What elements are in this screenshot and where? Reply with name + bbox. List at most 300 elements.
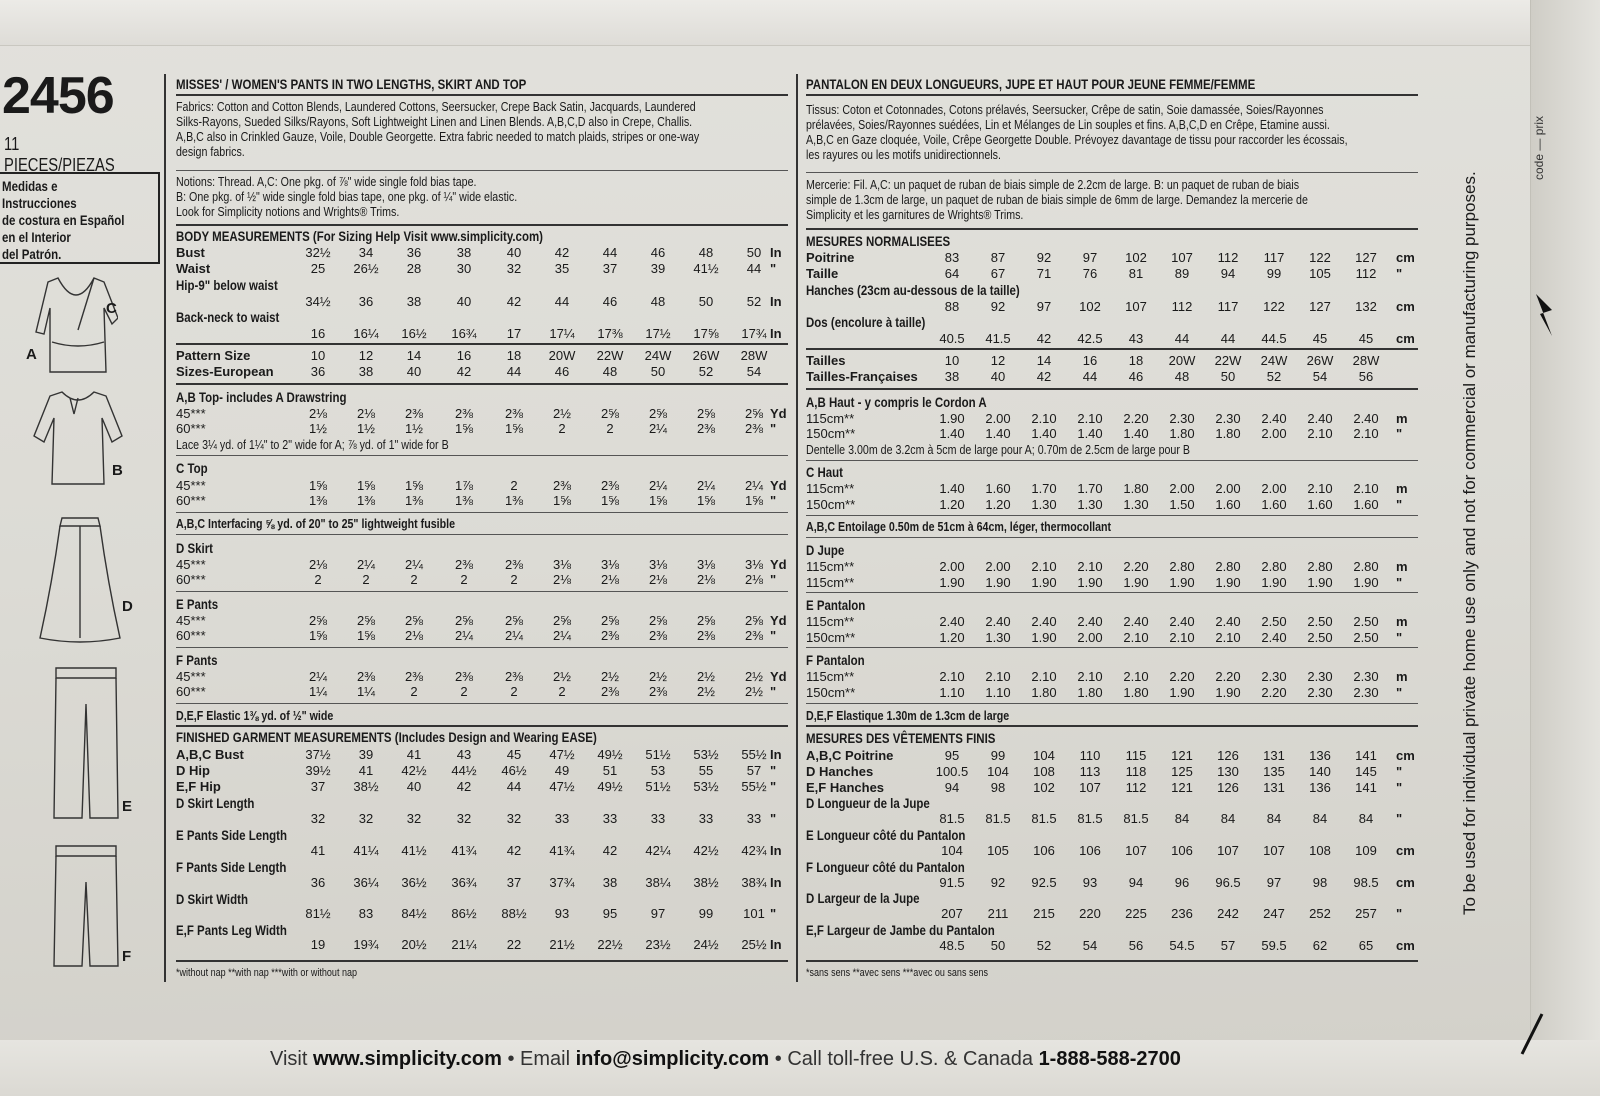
size-value: 2⅜	[744, 421, 764, 436]
unit-label: In	[770, 875, 782, 890]
footer-call-label: • Call toll-free U.S. & Canada	[769, 1048, 1039, 1070]
size-value: 2.30	[1307, 685, 1333, 700]
size-value: 2.20	[1169, 669, 1195, 684]
view-label-a: A	[26, 346, 37, 363]
size-value: 2⅝	[404, 613, 424, 628]
size-value: 34	[358, 245, 374, 260]
size-value: 3⅛	[744, 557, 764, 572]
section-rule	[176, 383, 788, 385]
size-value: 2.10	[1031, 411, 1057, 426]
section-rule	[806, 515, 1418, 516]
fr-f-cote-label-text: F Longueur côté du Pantalon	[806, 859, 965, 875]
section-rule	[806, 228, 1418, 230]
section-rule	[176, 224, 788, 226]
size-value: 2.00	[1215, 481, 1241, 496]
size-value: 37	[310, 779, 326, 794]
size-value: 1.80	[1123, 685, 1149, 700]
size-value: 44	[554, 294, 570, 309]
size-value: 104	[1033, 748, 1055, 763]
unit-label: cm	[1396, 938, 1415, 953]
size-value: 40	[456, 294, 472, 309]
size-value: 2.00	[1261, 426, 1287, 441]
row-label: 45***	[176, 557, 206, 572]
sketch-pants-e	[50, 664, 122, 824]
size-value: 1.90	[1031, 575, 1057, 590]
footer-website-link[interactable]: www.simplicity.com	[312, 1048, 502, 1070]
unit-label: "	[1396, 906, 1403, 921]
measure-row	[176, 406, 800, 422]
size-value: 2½	[696, 669, 716, 684]
size-value: 141	[1355, 748, 1377, 763]
en-title-text: MISSES' / WOMEN'S PANTS IN TWO LENGTHS, SKIRT AND TOP	[176, 76, 527, 92]
size-value: 1.10	[939, 685, 965, 700]
size-value: 1¼	[308, 684, 328, 699]
price-code-note: code — prix	[1532, 115, 1546, 180]
size-value: 108	[1033, 764, 1055, 779]
size-value: 42¾	[741, 843, 767, 858]
size-value: 130	[1217, 764, 1239, 779]
size-value: 40	[406, 779, 422, 794]
unit-label: Yd	[770, 557, 787, 572]
section-rule	[806, 960, 1418, 962]
size-value: 53½	[693, 779, 719, 794]
size-value: 2.40	[1261, 411, 1287, 426]
size-value: 122	[1309, 250, 1331, 265]
size-value: 1.40	[939, 426, 965, 441]
fr-tissus-line-text: prélavées, Soies/Rayonnes suédées, Lin et Mélanges de Lin souples et fins. A,B,C,D en Crêpe, Etamine aussi.	[806, 117, 1330, 132]
size-value: 41½	[401, 843, 427, 858]
size-value: 2⅜	[600, 684, 620, 699]
size-value: 24W	[644, 348, 672, 363]
section-rule	[176, 725, 788, 727]
size-value: 2.10	[1353, 481, 1379, 496]
size-value: 1⅝	[356, 478, 376, 493]
size-value: 54	[1312, 369, 1328, 384]
size-value: 2½	[744, 684, 764, 699]
row-label: 150cm**	[806, 426, 856, 441]
size-value: 41	[358, 763, 374, 778]
row-label: Tailles-Françaises	[806, 369, 918, 384]
size-value: 2¼	[648, 478, 668, 493]
fr-tissus-line	[806, 147, 1044, 162]
size-value: 2.10	[1353, 426, 1379, 441]
spanish-line: de costura en Español	[2, 212, 125, 228]
size-value: 109	[1355, 843, 1377, 858]
size-value: 140	[1309, 764, 1331, 779]
section-rule	[176, 455, 788, 456]
size-value: 84	[1358, 811, 1374, 826]
size-value: 64	[944, 266, 960, 281]
size-value: 42.5	[1077, 331, 1103, 346]
size-value: 40.5	[939, 331, 965, 346]
size-value: 1.90	[1261, 575, 1287, 590]
size-value: 81	[1128, 266, 1144, 281]
size-value: 2.00	[939, 559, 965, 574]
en-fabrics-line	[176, 144, 260, 159]
size-value: 22W	[596, 348, 624, 363]
size-value: 96	[1174, 875, 1190, 890]
size-value: 38	[602, 875, 618, 890]
size-value: 2¼	[744, 478, 764, 493]
size-value: 2⅜	[696, 421, 716, 436]
size-value: 26½	[353, 261, 379, 276]
size-value: 32	[358, 811, 374, 826]
size-value: 145	[1355, 764, 1377, 779]
size-value: 32	[310, 811, 326, 826]
unit-label: "	[770, 684, 777, 699]
size-value: 2	[558, 421, 566, 436]
size-value: 83	[944, 250, 960, 265]
size-value: 112	[1217, 250, 1239, 265]
section-rule	[806, 348, 1418, 350]
size-value: 1.80	[1123, 481, 1149, 496]
footer-phone: 1-888-588-2700	[1038, 1048, 1181, 1070]
size-value: 54	[1082, 938, 1098, 953]
size-value: 50	[1220, 369, 1236, 384]
view-label-e: E	[122, 798, 133, 815]
size-value: 44	[1082, 369, 1098, 384]
size-value: 38	[406, 294, 422, 309]
size-value: 52	[698, 364, 714, 379]
measure-row	[176, 669, 800, 685]
size-value: 33	[698, 811, 714, 826]
size-value: 34½	[305, 294, 331, 309]
envelope-top-fold	[0, 0, 1560, 46]
en-ab-top-text: A,B Top- includes A Drawstring	[176, 389, 347, 405]
fr-dos-label	[806, 314, 951, 330]
row-label: 150cm**	[806, 630, 856, 645]
size-value: 1⅜	[404, 493, 424, 508]
row-label: 45***	[176, 613, 206, 628]
fr-f-pantalon-text: F Pantalon	[806, 652, 865, 668]
size-value: 220	[1079, 906, 1101, 921]
size-value: 36	[406, 245, 422, 260]
size-value: 2¼	[504, 628, 524, 643]
size-value: 106	[1033, 843, 1055, 858]
size-value: 12	[358, 348, 374, 363]
size-value: 59.5	[1261, 938, 1287, 953]
size-value: 38½	[353, 779, 379, 794]
size-value: 54	[746, 364, 762, 379]
size-value: 2	[510, 478, 518, 493]
size-value: 37	[602, 261, 618, 276]
size-value: 131	[1263, 780, 1285, 795]
size-value: 12	[990, 353, 1006, 368]
size-value: 43	[456, 747, 472, 762]
en-c-top-text: C Top	[176, 460, 208, 476]
fr-tissus-line	[806, 117, 1445, 132]
size-value: 39½	[305, 763, 331, 778]
size-value: 39	[650, 261, 666, 276]
fr-title-text: PANTALON EN DEUX LONGUEURS, JUPE ET HAUT POUR JEUNE FEMME/FEMME	[806, 76, 1256, 92]
size-value: 76	[1082, 266, 1098, 281]
measure-row	[806, 353, 1426, 369]
view-label-d: D	[122, 598, 133, 615]
size-value: 2⅜	[404, 406, 424, 421]
size-value: 2⅛	[744, 572, 764, 587]
size-value: 84½	[401, 906, 427, 921]
size-value: 51½	[645, 747, 671, 762]
size-value: 81.5	[1077, 811, 1103, 826]
size-value: 125	[1171, 764, 1193, 779]
size-value: 2	[510, 684, 518, 699]
size-value: 1.90	[1077, 575, 1103, 590]
row-label: 115cm**	[806, 575, 855, 590]
size-value: 57	[746, 763, 762, 778]
size-value: 1.30	[1077, 497, 1103, 512]
fr-jupe-length-label-text: D Longueur de la Jupe	[806, 795, 930, 811]
measure-row	[806, 299, 1426, 315]
fr-d-jupe-text: D Jupe	[806, 542, 845, 558]
size-value: 2¼	[308, 669, 328, 684]
size-value: 84	[1312, 811, 1328, 826]
size-value: 132	[1355, 299, 1377, 314]
row-label: Taille	[806, 266, 839, 281]
size-value: 2.20	[1261, 685, 1287, 700]
size-value: 104	[941, 843, 963, 858]
view-label-f: F	[122, 948, 132, 965]
size-value: 42	[1036, 369, 1052, 384]
fr-ab-haut-text: A,B Haut - y compris le Cordon A	[806, 394, 987, 410]
size-value: 2.40	[1353, 411, 1379, 426]
en-f-side-label-text: F Pants Side Length	[176, 859, 287, 875]
size-value: 39	[358, 747, 374, 762]
measure-row	[176, 875, 800, 891]
size-value: 1.90	[1169, 685, 1195, 700]
center-divider	[796, 74, 798, 982]
row-label: 150cm**	[806, 685, 856, 700]
fr-f-pantalon	[806, 652, 878, 668]
fr-jambe-label-text: E,F Largeur de Jambe du Pantalon	[806, 922, 995, 938]
size-value: 2⅝	[454, 613, 474, 628]
size-value: 2	[606, 421, 614, 436]
row-label: Tailles	[806, 353, 846, 368]
size-value: 52	[1036, 938, 1052, 953]
footer-email-link[interactable]: info@simplicity.com	[575, 1048, 770, 1070]
size-value: 2⅝	[744, 613, 764, 628]
size-value: 89	[1174, 266, 1190, 281]
size-value: 2.50	[1353, 630, 1379, 645]
size-value: 1⅝	[648, 493, 668, 508]
fr-mercerie-line	[806, 192, 1418, 207]
en-f-pants-text: F Pants	[176, 652, 218, 668]
unit-label: Yd	[770, 613, 787, 628]
size-value: 2	[410, 684, 418, 699]
size-value: 98.5	[1353, 875, 1379, 890]
size-value: 86½	[451, 906, 477, 921]
size-value: 41.5	[985, 331, 1011, 346]
size-value: 88½	[501, 906, 527, 921]
size-value: 1⅜	[308, 493, 328, 508]
measure-row	[176, 628, 800, 644]
measure-row	[176, 906, 800, 922]
row-label: 45***	[176, 478, 206, 493]
fr-e-cote-label-text: E Longueur côté du Pantalon	[806, 827, 966, 843]
usage-restriction-note: To be used for individual private home use only and not for commercial or manufacturing purposes.	[1460, 171, 1479, 915]
size-value: 2⅛	[696, 572, 716, 587]
size-value: 97	[1082, 250, 1098, 265]
size-value: 3⅛	[552, 557, 572, 572]
size-value: 2.20	[1123, 559, 1149, 574]
size-value: 127	[1309, 299, 1331, 314]
size-value: 45	[506, 747, 522, 762]
size-value: 87	[990, 250, 1006, 265]
size-value: 2.10	[1307, 426, 1333, 441]
size-value: 48	[602, 364, 618, 379]
size-value: 42	[554, 245, 570, 260]
size-value: 2	[410, 572, 418, 587]
size-value: 236	[1171, 906, 1193, 921]
size-value: 1.10	[985, 685, 1011, 700]
size-value: 50	[990, 938, 1006, 953]
size-value: 105	[1309, 266, 1331, 281]
measure-row	[806, 481, 1426, 497]
size-value: 16¾	[451, 326, 477, 341]
en-body-title-text: BODY MEASUREMENTS (For Sizing Help Visit www.simplicity.com)	[176, 228, 543, 244]
section-rule	[806, 94, 1418, 96]
size-value: 93	[1082, 875, 1098, 890]
measure-row	[176, 421, 800, 437]
row-label: 115cm**	[806, 614, 855, 629]
fr-tissus-line	[806, 132, 1466, 147]
size-value: 1¼	[356, 684, 376, 699]
en-body-title	[176, 228, 624, 244]
fr-jupe-width-label	[806, 890, 944, 906]
measure-row	[806, 266, 1426, 282]
fr-c-haut-text: C Haut	[806, 464, 844, 480]
size-value: 45	[1312, 331, 1328, 346]
fr-e-cote-label	[806, 827, 1000, 843]
size-value: 2⅝	[648, 406, 668, 421]
size-value: 36¼	[353, 875, 379, 890]
size-value: 81.5	[939, 811, 965, 826]
size-value: 2.30	[1215, 411, 1241, 426]
size-value: 2	[460, 684, 468, 699]
measure-row	[806, 875, 1426, 891]
size-value: 42¼	[645, 843, 671, 858]
size-value: 108	[1309, 843, 1331, 858]
size-value: 36½	[401, 875, 427, 890]
section-rule	[806, 703, 1418, 704]
unit-label: "	[1396, 811, 1403, 826]
size-value: 1.90	[1031, 630, 1057, 645]
measure-row	[806, 669, 1426, 685]
row-label: 150cm**	[806, 497, 856, 512]
size-value: 33	[746, 811, 762, 826]
size-value: 2.20	[1215, 669, 1241, 684]
sketch-top-a-c	[28, 272, 118, 382]
en-e-pants	[176, 596, 227, 612]
unit-label: "	[1396, 266, 1403, 281]
size-value: 2.00	[1261, 481, 1287, 496]
size-value: 97	[1266, 875, 1282, 890]
size-value: 112	[1125, 780, 1147, 795]
en-footnote-text: *without nap **with nap ***with or without nap	[176, 967, 358, 979]
size-value: 121	[1171, 748, 1193, 763]
fr-hanches-label	[806, 282, 1067, 298]
size-value: 2⅝	[308, 613, 328, 628]
size-value: 44.5	[1261, 331, 1287, 346]
size-value: 2.00	[1077, 630, 1103, 645]
section-rule	[176, 512, 788, 513]
size-value: 126	[1217, 748, 1239, 763]
size-value: 92.5	[1031, 875, 1057, 890]
size-value: 41¾	[451, 843, 477, 858]
size-value: 2.40	[1307, 411, 1333, 426]
size-value: 2¼	[356, 557, 376, 572]
size-value: 53	[650, 763, 666, 778]
en-leg-width-label-text: E,F Pants Leg Width	[176, 922, 287, 938]
en-e-side-label	[176, 827, 311, 843]
en-ab-top	[176, 389, 384, 405]
size-value: 1.90	[939, 575, 965, 590]
measure-row	[176, 747, 800, 763]
en-elastic-text: D,E,F Elastic 1⅜ yd. of ½" wide	[176, 708, 334, 723]
size-value: 2.80	[1169, 559, 1195, 574]
size-value: 1.80	[1031, 685, 1057, 700]
size-value: 21½	[549, 937, 575, 952]
size-value: 49½	[597, 779, 623, 794]
size-value: 102	[1125, 250, 1147, 265]
size-value: 26W	[1306, 353, 1334, 368]
unit-label: In	[770, 843, 782, 858]
size-value: 56	[1128, 938, 1144, 953]
size-value: 94	[1128, 875, 1144, 890]
row-label: 60***	[176, 628, 206, 643]
size-value: 122	[1263, 299, 1285, 314]
size-value: 17⅝	[693, 326, 719, 341]
size-value: 81½	[305, 906, 331, 921]
size-value: 106	[1079, 843, 1101, 858]
size-value: 2⅝	[552, 613, 572, 628]
unit-label: "	[1396, 764, 1403, 779]
size-value: 101	[743, 906, 765, 921]
size-value: 115	[1125, 748, 1147, 763]
size-value: 2⅛	[648, 572, 668, 587]
measure-row	[806, 426, 1426, 442]
size-value: 1.90	[1215, 575, 1241, 590]
size-value: 53½	[693, 747, 719, 762]
size-value: 97	[1036, 299, 1052, 314]
size-value: 1.20	[939, 630, 965, 645]
en-fabrics-line	[176, 114, 805, 129]
en-d-skirt-text: D Skirt	[176, 540, 214, 556]
pieces-count: 11 PIECES/PIEZAS	[4, 134, 115, 175]
measure-row	[176, 261, 800, 277]
measure-row	[176, 613, 800, 629]
size-value: 2⅝	[696, 613, 716, 628]
fr-title	[806, 76, 1354, 92]
size-value: 2⅜	[404, 669, 424, 684]
size-value: 18	[506, 348, 522, 363]
size-value: 95	[944, 748, 960, 763]
size-value: 1⅞	[454, 478, 474, 493]
size-value: 43	[1128, 331, 1144, 346]
size-value: 2.40	[985, 614, 1011, 629]
en-notions-line	[176, 204, 448, 219]
en-skirt-width-label	[176, 891, 264, 907]
size-value: 1.60	[1307, 497, 1333, 512]
size-value: 37	[506, 875, 522, 890]
measure-row	[806, 250, 1426, 266]
size-value: 26W	[692, 348, 720, 363]
size-value: 14	[1036, 353, 1052, 368]
unit-label: Yd	[770, 406, 787, 421]
fr-mercerie-line-text: simple de 1.3cm de large, un paquet de ruban de biais simple de 6mm de large. Demandez la mercerie de	[806, 192, 1308, 207]
size-value: 1.40	[1123, 426, 1149, 441]
size-value: 1.40	[1077, 426, 1103, 441]
size-value: 50	[650, 364, 666, 379]
